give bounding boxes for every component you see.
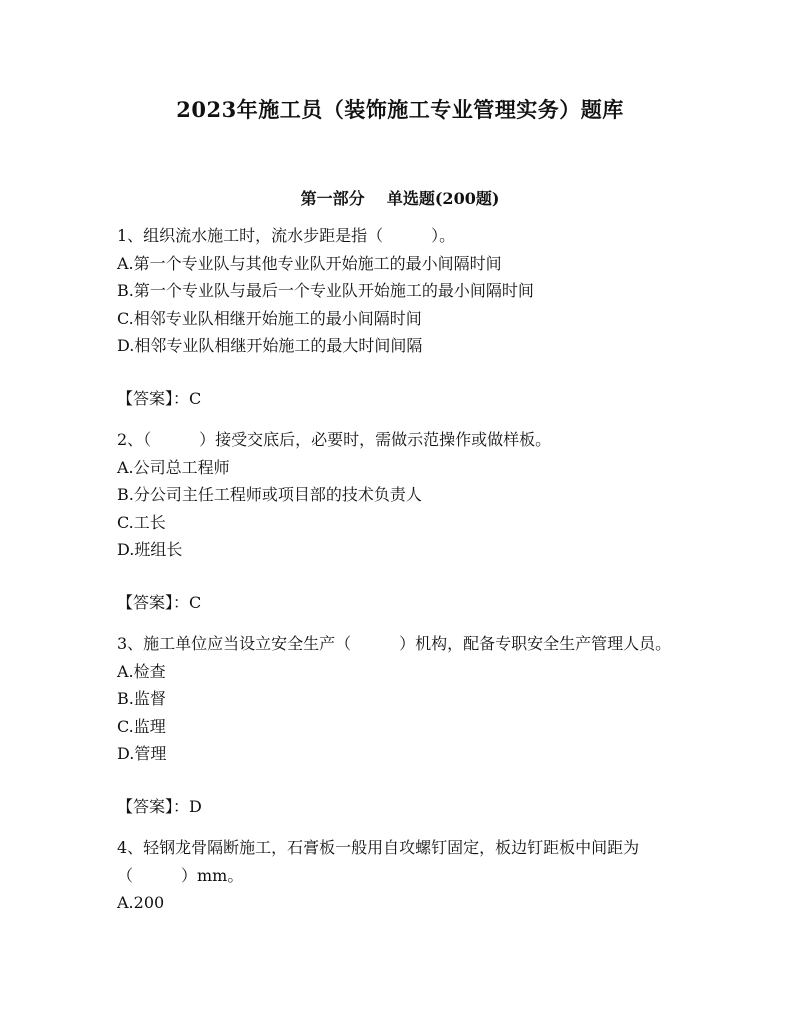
question-option: D.班组长 xyxy=(117,540,183,559)
question-option: B.监督 xyxy=(117,689,166,708)
question-stem: 2、（ ）接受交底后，必要时，需做示范操作或做样板。 xyxy=(117,430,552,449)
answer-label: 【答案】： xyxy=(117,796,190,816)
question-option: B.第一个专业队与最后一个专业队开始施工的最小间隔时间 xyxy=(117,281,534,300)
question-2 xyxy=(117,426,689,616)
answer-line xyxy=(117,793,689,821)
question-option: A.200 xyxy=(117,893,165,912)
question-1 xyxy=(117,222,689,412)
question-stem: 1、组织流水施工时，流水步距是指（ ）。 xyxy=(117,226,456,245)
question-list xyxy=(117,222,689,917)
question-option: A.检查 xyxy=(117,661,166,681)
question-option: D.管理 xyxy=(117,744,167,763)
question-option: A.公司总工程师 xyxy=(117,457,230,477)
section-title: 第一部分 单选题(200题) xyxy=(300,189,500,208)
question-option: C.相邻专业队相继开始施工的最小间隔时间 xyxy=(117,308,422,328)
document-title: 2023年施工员（装饰施工专业管理实务）题库 xyxy=(176,97,624,122)
question-3 xyxy=(117,630,689,820)
answer-value: D xyxy=(189,796,202,816)
question-option: B.分公司主任工程师或项目部的技术负责人 xyxy=(117,485,422,504)
question-option: D.相邻专业队相继开始施工的最大时间间隔 xyxy=(117,336,423,355)
answer-value: C xyxy=(189,592,202,612)
answer-line xyxy=(117,385,689,413)
question-stem: 3、施工单位应当设立安全生产（ ）机构，配备专职安全生产管理人员。 xyxy=(117,634,672,653)
answer-value: C xyxy=(189,388,202,408)
question-option: C.工长 xyxy=(117,512,166,532)
answer-line xyxy=(117,589,689,617)
question-option: A.第一个专业队与其他专业队开始施工的最小间隔时间 xyxy=(117,253,502,273)
question-4 xyxy=(117,834,689,917)
answer-label: 【答案】： xyxy=(117,592,190,612)
answer-label: 【答案】： xyxy=(117,388,190,408)
question-stem: 4、轻钢龙骨隔断施工，石膏板一般用自攻螺钉固定，板边钉距板中间距为（ ）mm。 xyxy=(117,838,640,885)
question-option: C.监理 xyxy=(117,716,166,736)
